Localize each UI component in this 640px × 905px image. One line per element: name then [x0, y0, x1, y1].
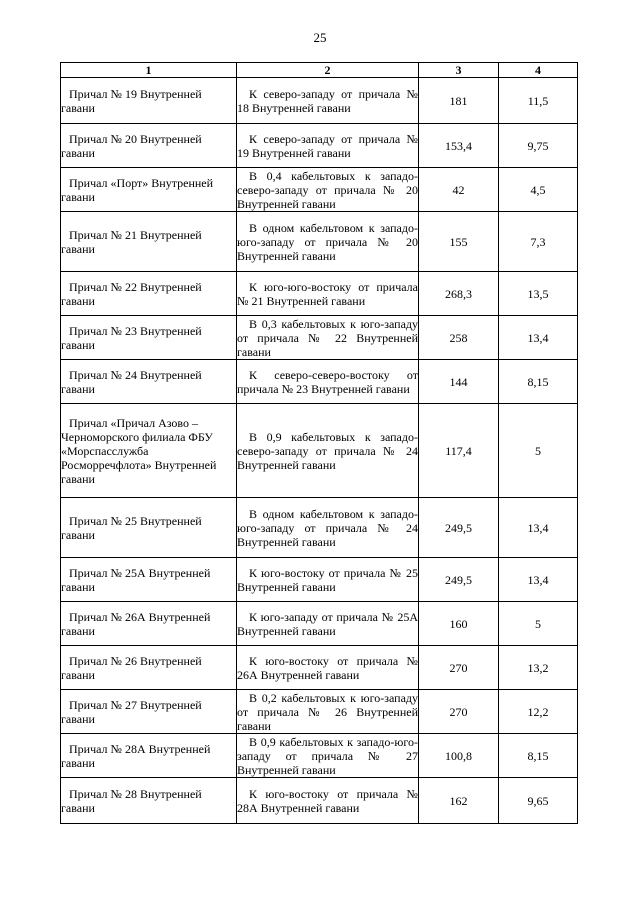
berth-name-cell: [61, 316, 237, 360]
berth-name-cell: [61, 734, 237, 778]
berth-name: Причал № 25 Внутренней гавани: [61, 513, 202, 542]
value-col-4: 13,4: [499, 558, 578, 602]
column-header-1: 1: [61, 63, 237, 78]
berth-name: Причал № 27 Внутренней гавани: [61, 697, 202, 726]
table-row: [61, 734, 578, 778]
value-col-4: 8,15: [499, 734, 578, 778]
berth-direction: В 0,9 кабельтовых к западо-юго-западу от причала № 27 Внутренней гавани: [237, 734, 418, 777]
berth-name: Причал № 25А Внутренней гавани: [61, 565, 211, 594]
berth-name-cell: [61, 212, 237, 272]
value-col-4: 7,3: [499, 212, 578, 272]
berth-direction: В 0,3 кабельтовых к юго-западу от причала № 22 Внутренней гавани: [237, 316, 418, 359]
table-row: [61, 646, 578, 690]
table-row: [61, 272, 578, 316]
berth-direction: К юго-востоку от причала № 26А Внутренней гавани: [237, 653, 418, 682]
berth-name-cell: [61, 778, 237, 824]
value-col-3: 100,8: [419, 734, 499, 778]
berth-direction-cell: [237, 360, 419, 404]
table-row: [61, 124, 578, 168]
berth-name-cell: [61, 78, 237, 124]
table-row: [61, 602, 578, 646]
berth-name: Причал № 26 Внутренней гавани: [61, 653, 202, 682]
berth-direction-cell: [237, 734, 419, 778]
table-row: [61, 316, 578, 360]
value-col-3: 249,5: [419, 498, 499, 558]
berth-direction: К юго-юго-востоку от причала № 21 Внутренней гавани: [237, 279, 418, 308]
berth-name-cell: [61, 168, 237, 212]
berth-direction: В одном кабельтовом к западо-юго-западу от причала № 20 Внутренней гавани: [237, 220, 418, 263]
column-header-3: 3: [419, 63, 499, 78]
table-row: [61, 168, 578, 212]
berth-name: Причал № 20 Внутренней гавани: [61, 131, 202, 160]
table-row: [61, 498, 578, 558]
value-col-3: 181: [419, 78, 499, 124]
berth-direction: К юго-востоку от причала № 25 Внутренней гавани: [237, 565, 418, 594]
table-header-row: [61, 63, 578, 78]
berth-direction-cell: [237, 316, 419, 360]
value-col-3: 258: [419, 316, 499, 360]
berth-name-cell: [61, 404, 237, 498]
value-col-3: 42: [419, 168, 499, 212]
value-col-4: 13,4: [499, 316, 578, 360]
table-row: [61, 404, 578, 498]
berth-direction: К юго-западу от причала № 25А Внутренней гавани: [237, 609, 418, 638]
column-header-2: 2: [237, 63, 419, 78]
berth-name-cell: [61, 272, 237, 316]
table-body: [61, 78, 578, 824]
berth-direction-cell: [237, 212, 419, 272]
table-row: [61, 690, 578, 734]
value-col-4: 4,5: [499, 168, 578, 212]
value-col-4: 13,5: [499, 272, 578, 316]
table-row: [61, 360, 578, 404]
berth-name: Причал № 26А Внутренней гавани: [61, 609, 211, 638]
berth-direction: В 0,9 кабельтовых к западо-северо-западу от причала № 24 Внутренней гавани: [237, 429, 418, 472]
berth-name-cell: [61, 558, 237, 602]
berth-direction: В 0,2 кабельтовых к юго-западу от причала № 26 Внутренней гавани: [237, 690, 418, 733]
berth-direction-cell: [237, 78, 419, 124]
berth-direction: К северо-северо-востоку от причала № 23 Внутренней гавани: [237, 367, 418, 396]
berth-name: Причал «Порт» Внутренней гавани: [61, 175, 214, 204]
berth-direction-cell: [237, 404, 419, 498]
value-col-4: 13,4: [499, 498, 578, 558]
berth-name: Причал № 23 Внутренней гавани: [61, 323, 202, 352]
berth-direction: К северо-западу от причала № 18 Внутренней гавани: [237, 86, 418, 115]
berth-name-cell: [61, 360, 237, 404]
berth-direction: В одном кабельтовом к западо-юго-западу от причала № 24 Внутренней гавани: [237, 506, 418, 549]
berth-name: Причал № 21 Внутренней гавани: [61, 227, 202, 256]
value-col-3: 268,3: [419, 272, 499, 316]
value-col-3: 160: [419, 602, 499, 646]
berth-table: [60, 62, 578, 824]
value-col-4: 13,2: [499, 646, 578, 690]
berth-name-cell: [61, 690, 237, 734]
value-col-4: 5: [499, 602, 578, 646]
berth-direction-cell: [237, 124, 419, 168]
berth-direction-cell: [237, 168, 419, 212]
berth-name: Причал № 22 Внутренней гавани: [61, 279, 202, 308]
value-col-3: 270: [419, 646, 499, 690]
table-row: [61, 778, 578, 824]
berth-name: Причал № 19 Внутренней гавани: [61, 86, 202, 115]
table-row: [61, 78, 578, 124]
table-row: [61, 212, 578, 272]
berth-direction-cell: [237, 498, 419, 558]
berth-name-cell: [61, 602, 237, 646]
value-col-3: 153,4: [419, 124, 499, 168]
value-col-3: 144: [419, 360, 499, 404]
value-col-4: 12,2: [499, 690, 578, 734]
berth-direction-cell: [237, 646, 419, 690]
value-col-3: 270: [419, 690, 499, 734]
value-col-4: 5: [499, 404, 578, 498]
berth-direction: В 0,4 кабельтовых к западо-северо-западу от причала № 20 Внутренней гавани: [237, 168, 418, 211]
value-col-4: 11,5: [499, 78, 578, 124]
berth-name: Причал № 28А Внутренней гавани: [61, 741, 211, 770]
table-row: [61, 558, 578, 602]
berth-name: Причал № 28 Внутренней гавани: [61, 786, 202, 815]
column-header-4: 4: [499, 63, 578, 78]
value-col-3: 155: [419, 212, 499, 272]
berth-direction-cell: [237, 272, 419, 316]
value-col-3: 162: [419, 778, 499, 824]
berth-direction: К северо-западу от причала № 19 Внутренней гавани: [237, 131, 418, 160]
berth-direction: К юго-востоку от причала № 28А Внутренней гавани: [237, 786, 418, 815]
berth-name: Причал № 24 Внутренней гавани: [61, 367, 202, 396]
value-col-4: 8,15: [499, 360, 578, 404]
berth-direction-cell: [237, 558, 419, 602]
berth-direction-cell: [237, 690, 419, 734]
berth-name-cell: [61, 124, 237, 168]
berth-name-cell: [61, 498, 237, 558]
page-number: 25: [313, 30, 327, 45]
value-col-4: 9,75: [499, 124, 578, 168]
berth-direction-cell: [237, 778, 419, 824]
value-col-3: 249,5: [419, 558, 499, 602]
berth-direction-cell: [237, 602, 419, 646]
berth-name: Причал «Причал Азово – Черноморского филиала ФБУ «Морспасслужба Росморречфлота» Внутренней гавани: [61, 415, 217, 486]
value-col-3: 117,4: [419, 404, 499, 498]
berth-name-cell: [61, 646, 237, 690]
value-col-4: 9,65: [499, 778, 578, 824]
